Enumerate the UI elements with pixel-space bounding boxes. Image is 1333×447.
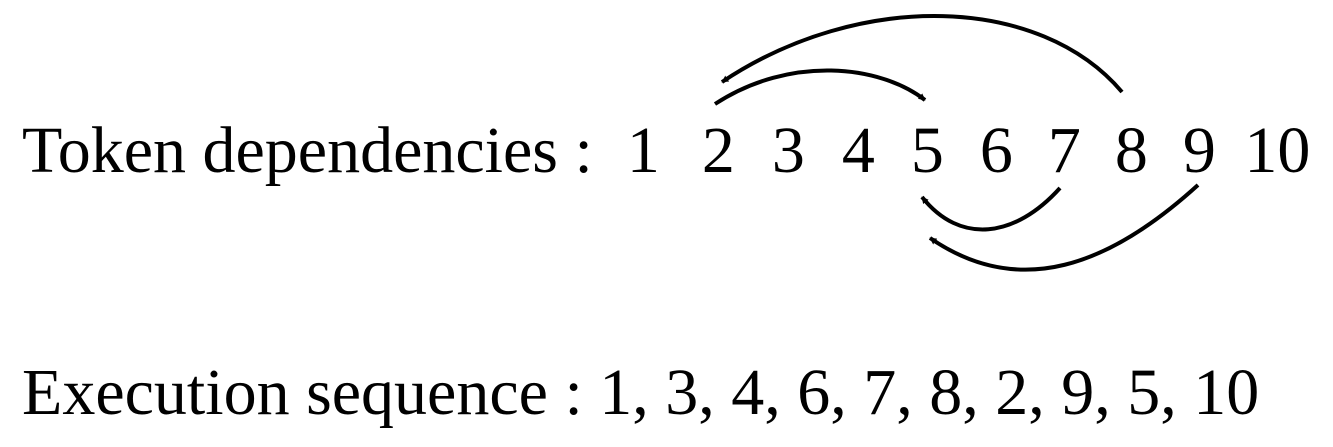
token-9: 9 — [1182, 114, 1216, 187]
token-6: 6 — [979, 114, 1013, 187]
token-8: 8 — [1114, 114, 1148, 187]
token-5: 5 — [910, 114, 944, 187]
dependency-arrow-7-to-5 — [922, 188, 1060, 229]
token-dependencies-row — [22, 114, 1317, 187]
dependency-arrow-2-to-5 — [715, 70, 925, 104]
token-1: 1 — [626, 114, 660, 187]
execution-label: Execution sequence : — [22, 356, 583, 429]
execution-sequence-row — [22, 356, 1260, 429]
token-2: 2 — [701, 114, 735, 187]
token-4: 4 — [841, 114, 875, 187]
token-3: 3 — [771, 114, 805, 187]
dependencies-label: Token dependencies : — [22, 114, 593, 187]
token-7: 7 — [1047, 114, 1081, 187]
dependency-arrow-9-to-5 — [930, 185, 1198, 270]
execution-sequence: 1, 3, 4, 6, 7, 8, 2, 9, 5, 10 — [599, 356, 1260, 429]
token-list — [615, 114, 1317, 187]
token-10: 10 — [1244, 114, 1311, 187]
dependency-arrow-8-to-2 — [722, 16, 1122, 92]
